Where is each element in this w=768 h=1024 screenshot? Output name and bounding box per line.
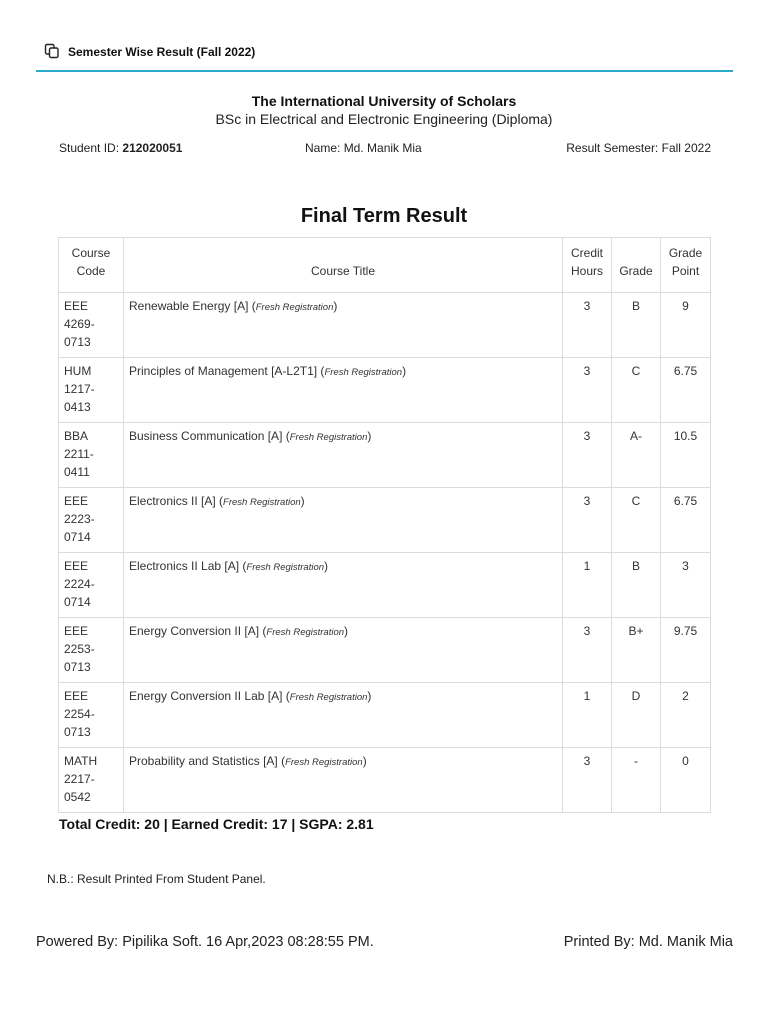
course-code-cell xyxy=(59,423,124,488)
course-code-line: 0714 xyxy=(64,530,91,544)
table-row xyxy=(59,748,711,813)
course-code-line: 0713 xyxy=(64,335,91,349)
credit-hours-cell: 1 xyxy=(563,553,612,618)
course-code-line: EEE xyxy=(64,299,89,313)
table-row xyxy=(59,293,711,358)
result-table xyxy=(58,237,711,813)
header-credit-hours-line2: Hours xyxy=(570,264,603,278)
credit-hours-cell: 3 xyxy=(563,293,612,358)
course-code-line: 2254- xyxy=(64,707,95,721)
course-code-cell xyxy=(59,553,124,618)
header-course-code-line2: Code xyxy=(76,264,106,278)
grade-point-cell: 6.75 xyxy=(661,488,711,553)
table-row xyxy=(59,683,711,748)
result-semester-label: Result Semester: xyxy=(566,141,659,155)
credit-hours-cell: 1 xyxy=(563,683,612,748)
grade-cell: A- xyxy=(612,423,661,488)
grade-cell: C xyxy=(612,358,661,423)
course-code-cell xyxy=(59,618,124,683)
course-code-line: EEE xyxy=(64,559,89,573)
course-code-cell xyxy=(59,358,124,423)
grade-cell: - xyxy=(612,748,661,813)
course-code-line: 0713 xyxy=(64,725,91,739)
grade-point-cell: 9.75 xyxy=(661,618,711,683)
table-row xyxy=(59,488,711,553)
header-grade-point-line1: Grade xyxy=(668,246,703,260)
university-block xyxy=(0,93,768,127)
course-code-line: HUM xyxy=(64,364,92,378)
totals-summary: Total Credit: 20 | Earned Credit: 17 | SGPA: 2.81 xyxy=(59,816,374,832)
result-semester-value: Fall 2022 xyxy=(661,141,711,155)
credit-hours-cell: 3 xyxy=(563,618,612,683)
header-grade: Grade xyxy=(612,238,661,293)
course-code-line: MATH xyxy=(64,754,98,768)
student-name-value: Md. Manik Mia xyxy=(343,141,422,155)
credit-hours-cell: 3 xyxy=(563,748,612,813)
table-row xyxy=(59,358,711,423)
credit-hours-cell: 3 xyxy=(563,423,612,488)
grade-point-cell: 0 xyxy=(661,748,711,813)
course-code-cell xyxy=(59,683,124,748)
registration-type: Fresh Registration xyxy=(246,562,325,573)
course-code-line: 0542 xyxy=(64,790,91,804)
table-row xyxy=(59,553,711,618)
course-code-line: 0713 xyxy=(64,660,91,674)
credit-hours-cell: 3 xyxy=(563,488,612,553)
registration-type: Fresh Registration xyxy=(289,432,368,443)
result-semester xyxy=(566,141,711,155)
course-title: Probability and Statistics [A] xyxy=(129,754,278,768)
course-title: Principles of Management [A-L2T1] xyxy=(129,364,318,378)
grade-cell: D xyxy=(612,683,661,748)
course-title: Renewable Energy [A] xyxy=(129,299,249,313)
course-code-line: 2253- xyxy=(64,642,95,656)
header-course-title: Course Title xyxy=(124,238,563,293)
course-code-cell xyxy=(59,748,124,813)
course-title-cell: Electronics II [A] (Fresh Registration) xyxy=(124,488,563,553)
result-title: Final Term Result xyxy=(300,205,468,227)
page-header-title: Semester Wise Result (Fall 2022) xyxy=(68,45,256,59)
grade-point-cell: 9 xyxy=(661,293,711,358)
student-id-value: 212020051 xyxy=(122,141,183,155)
course-code-line: BBA xyxy=(64,429,89,443)
credit-hours-cell: 3 xyxy=(563,358,612,423)
registration-type: Fresh Registration xyxy=(223,497,301,508)
header-credit-hours xyxy=(563,238,612,293)
grade-cell: B xyxy=(612,553,661,618)
course-title-cell: Electronics II Lab [A] (Fresh Registration) xyxy=(124,553,563,618)
table-row xyxy=(59,618,711,683)
course-code-cell xyxy=(59,293,124,358)
registration-type: Fresh Registration xyxy=(255,302,334,313)
course-code-line: EEE xyxy=(64,624,89,638)
course-code-cell xyxy=(59,488,124,553)
registration-type: Fresh Registration xyxy=(285,757,363,768)
registration-type: Fresh Registration xyxy=(266,627,345,638)
student-id-label: Student ID: xyxy=(59,141,120,155)
grade-point-cell: 3 xyxy=(661,553,711,618)
registration-type: Fresh Registration xyxy=(289,692,368,703)
header-course-code-line1: Course xyxy=(71,246,111,260)
page-header xyxy=(36,40,733,72)
header-grade-point xyxy=(661,238,711,293)
header-credit-hours-line1: Credit xyxy=(570,246,603,260)
course-code-line: 4269- xyxy=(64,317,95,331)
student-id xyxy=(59,141,182,155)
course-title: Energy Conversion II [A] xyxy=(129,624,260,638)
header-course-code xyxy=(59,238,124,293)
course-code-line: 0714 xyxy=(64,595,91,609)
registration-type: Fresh Registration xyxy=(324,367,403,378)
course-code-line: 1217- xyxy=(64,382,95,396)
course-title: Energy Conversion II Lab [A] xyxy=(129,689,283,703)
program-name: BSc in Electrical and Electronic Engineering (Diploma) xyxy=(215,111,553,127)
footer-printed-by: Printed By: Md. Manik Mia xyxy=(563,934,733,950)
course-code-line: EEE xyxy=(64,494,89,508)
header-grade-point-line2: Point xyxy=(671,264,700,278)
grade-cell: C xyxy=(612,488,661,553)
table-row xyxy=(59,423,711,488)
student-name-label: Name: xyxy=(305,141,341,155)
course-code-line: 2217- xyxy=(64,772,95,786)
course-code-line: 2211- xyxy=(64,447,94,461)
course-code-line: 2224- xyxy=(64,577,95,591)
grade-point-cell: 6.75 xyxy=(661,358,711,423)
course-title-cell: Renewable Energy [A] (Fresh Registration) xyxy=(124,293,563,358)
grade-cell: B+ xyxy=(612,618,661,683)
grade-point-cell: 10.5 xyxy=(661,423,711,488)
course-title-cell: Business Communication [A] (Fresh Registration) xyxy=(124,423,563,488)
print-note: N.B.: Result Printed From Student Panel. xyxy=(47,872,266,886)
footer-powered-by: Powered By: Pipilika Soft. 16 Apr,2023 08:28:55 PM. xyxy=(36,934,374,950)
copy-icon xyxy=(44,43,62,61)
course-title: Business Communication [A] xyxy=(129,429,283,443)
course-code-line: 0411 xyxy=(64,465,90,479)
course-title-cell: Energy Conversion II [A] (Fresh Registration) xyxy=(124,618,563,683)
course-title-cell: Probability and Statistics [A] (Fresh Registration) xyxy=(124,748,563,813)
university-name: The International University of Scholars xyxy=(251,93,517,109)
course-code-line: EEE xyxy=(64,689,89,703)
grade-point-cell: 2 xyxy=(661,683,711,748)
grade-cell: B xyxy=(612,293,661,358)
course-code-line: 0413 xyxy=(64,400,91,414)
student-name xyxy=(305,141,422,155)
course-title-cell: Energy Conversion II Lab [A] (Fresh Registration) xyxy=(124,683,563,748)
course-title: Electronics II Lab [A] xyxy=(129,559,240,573)
course-title: Electronics II [A] xyxy=(129,494,216,508)
course-title-cell: Principles of Management [A-L2T1] (Fresh Registration) xyxy=(124,358,563,423)
table-header-row xyxy=(59,238,711,293)
course-code-line: 2223- xyxy=(64,512,95,526)
